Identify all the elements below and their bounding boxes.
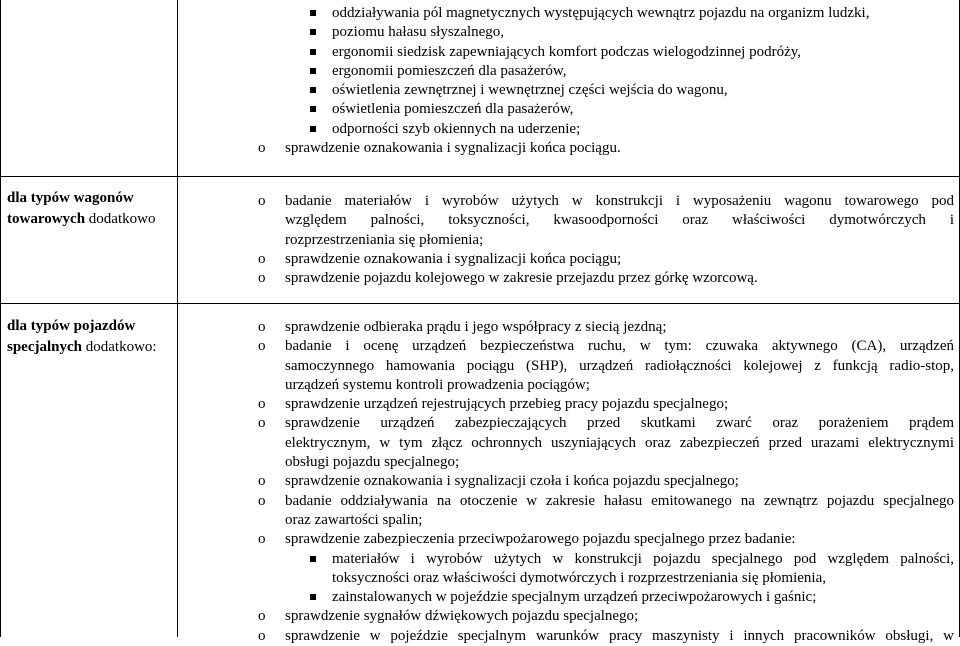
sub-bullet-item: materiałów i wyrobów użytych w konstrukcji pojazdu specjalnego pod względem palności, toksyczności oraz właściwości dymotwórczych i rozprzestrzeniania się płomienia, [258,550,954,589]
circle-bullet-icon: o [258,193,266,209]
list-item: o sprawdzenie urządzeń zabezpieczających przed skutkami zwarć oraz porażeniem prądem elektrycznym, w tym złącz ochronnych uszyniających oraz zabezpieczeń przed urazami elektrycznymi obsługi pojazdu specjalnego; [258,415,954,471]
circle-bullet-icon: o [258,492,266,509]
list-item: o badanie oddziaływania na otoczenie w zakresie hałasu emitowanego na zewnątrz pojazdu specjalnego oraz zawartości spalin; [258,492,954,528]
sub-bullet-item: oświetlenia zewnętrznej i wewnętrznej części wejścia do wagonu, [258,81,954,100]
square-bullet-icon [310,10,316,16]
list-item: o sprawdzenie pojazdu kolejowego w zakresie przejazdu przez górkę wzorcową. [258,269,954,288]
circle-bullet-icon: o [258,338,266,355]
circle-bullet-icon: o [258,473,266,490]
circle-bullet-icon: o [258,415,266,432]
square-bullet-icon [310,68,316,74]
sub-bullet-item: poziomu hałasu słyszalnego, [258,23,954,42]
top-list [258,4,954,158]
left-border [0,0,1,637]
square-bullet-icon [310,87,316,93]
list-item: o sprawdzenie w pojeździe specjalnym warunków pracy maszynisty i innych pracowników obsługi, w [258,627,954,646]
square-bullet-icon [310,29,316,35]
circle-bullet-icon: o [258,396,266,413]
row-divider-1 [0,176,960,177]
row-divider-2 [0,303,960,304]
square-bullet-icon [310,126,316,132]
sub-bullet-item: oddziaływania pól magnetycznych występujących wewnątrz pojazdu na organizm ludzki, [258,4,954,23]
circle-bullet-icon: o [258,319,266,335]
circle-bullet-icon: o [258,531,266,548]
square-bullet-icon [310,594,316,600]
circle-bullet-icon: o [258,250,266,267]
list-item: o sprawdzenie oznakowania i sygnalizacji końca pociągu; [258,250,954,269]
sub-bullet-item: odporności szyb okiennych na uderzenie; [258,120,954,139]
square-bullet-icon [310,106,316,112]
list-item: o sprawdzenie sygnałów dźwiękowych pojazdu specjalnego; [258,607,954,626]
list-item: o sprawdzenie oznakowania i sygnalizacji końca pociągu. [258,139,954,158]
circle-bullet-icon: o [258,270,266,287]
sub-bullet-item: zainstalowanych w pojeździe specjalnym urządzeń przeciwpożarowych i gaśnic; [258,588,954,607]
square-bullet-icon [310,49,316,55]
freight-list [258,192,954,288]
sub-bullet-item: ergonomii siedzisk zapewniających komfort podczas wielogodzinnej podróży, [258,43,954,62]
list-item: o sprawdzenie urządzeń rejestrujących przebieg pracy pojazdu specjalnego; [258,395,954,414]
sub-bullet-item: oświetlenia pomieszczeń dla pasażerów, [258,100,954,119]
list-item: o badanie materiałów i wyrobów użytych w konstrukcji i wyposażeniu wagonu towarowego pod względem palności, toksyczności, kwasoodporności oraz właściwości dymotwórczych i rozprzestrzeniania się płomienia; [258,193,954,248]
list-item: o sprawdzenie zabezpieczenia przeciwpożarowego pojazdu specjalnego przez badanie: [258,530,954,549]
special-row-label: dla typów pojazdów specjalnych dodatkowo: [7,318,157,355]
sub-bullet-item: ergonomii pomieszczeń dla pasażerów, [258,62,954,81]
list-item: o badanie i ocenę urządzeń bezpieczeństwa ruchu, w tym: czuwaka aktywnego (CA), urządzeń samoczynnego hamowania pociągu (SHP), urządzeń radiołączności kolejowej z funkcją radio-stop, urządzeń systemu kontroli prowadzenia pociągów; [258,338,954,393]
special-list [258,318,954,646]
list-item: o sprawdzenie odbieraka prądu i jego współpracy z siecią jezdną; [258,318,954,337]
square-bullet-icon [310,556,316,562]
circle-bullet-icon: o [258,140,266,157]
circle-bullet-icon: o [258,627,266,644]
freight-row-label: dla typów wagonów towarowych dodatkowo [7,190,156,227]
column-divider [177,0,178,637]
circle-bullet-icon: o [258,608,266,625]
list-item: o sprawdzenie oznakowania i sygnalizacji czoła i końca pojazdu specjalnego; [258,472,954,491]
